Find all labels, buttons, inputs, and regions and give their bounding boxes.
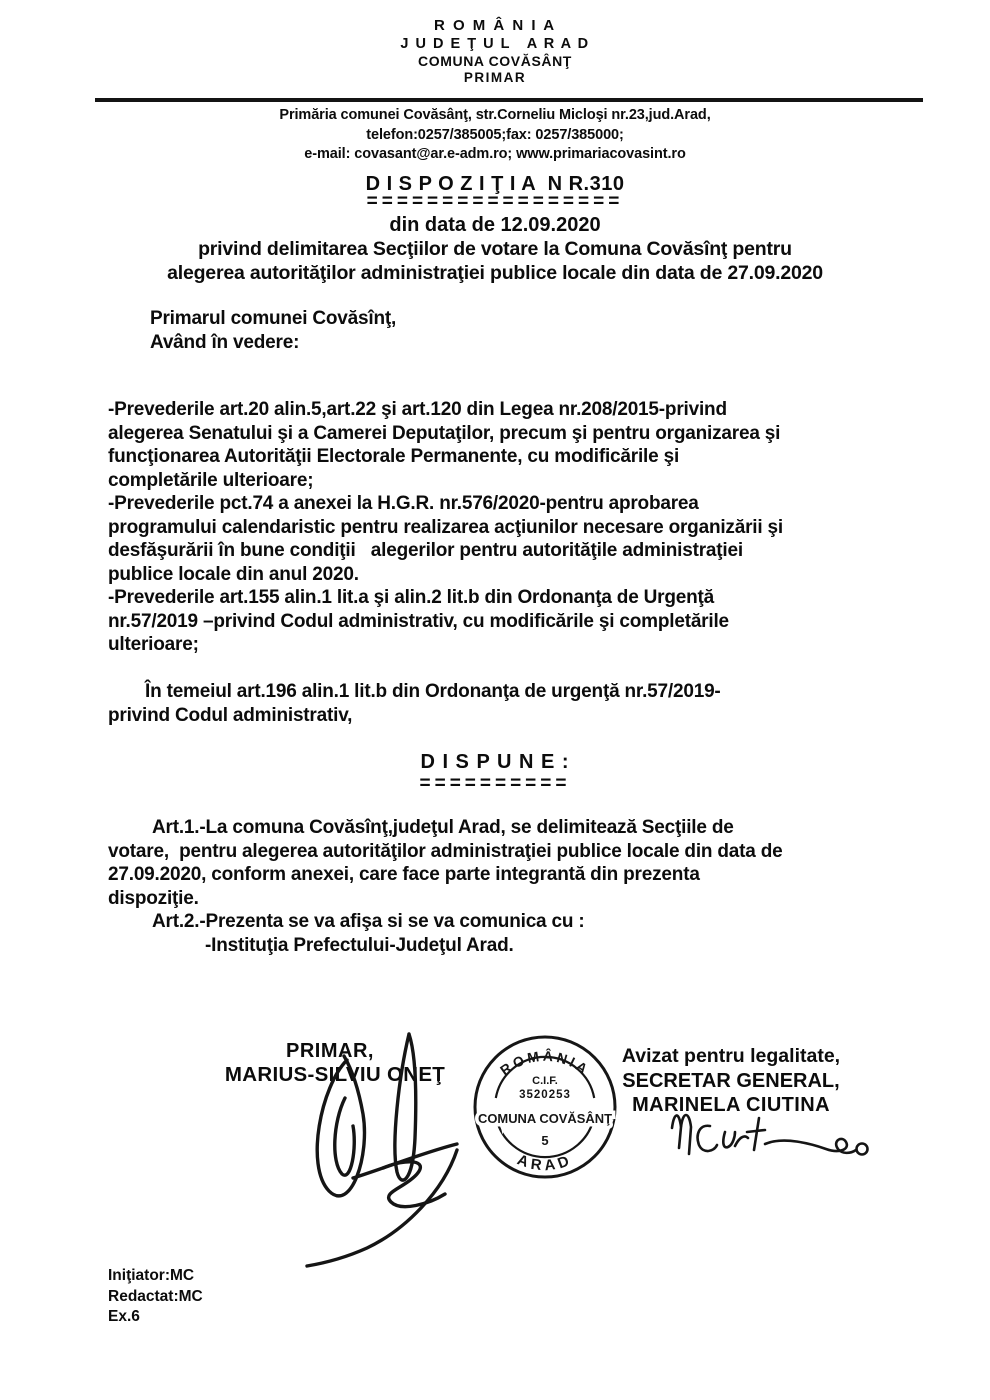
considerand-paragraph-1: [108, 398, 930, 492]
stamp-cif-number: 3520253: [519, 1089, 571, 1101]
dispune-heading: D I S P U N E :: [420, 751, 570, 773]
stamp-country-arc-text: ROMÂNIA: [497, 1047, 593, 1079]
footer-drafted-by: Redactat:MC: [108, 1287, 203, 1305]
text-line: funcţionarea Autorităţii Electorale Permanente, cu modificările şi: [108, 446, 680, 467]
text-line: programului calendaristic pentru realizarea acţiunilor necesare organizării şi: [108, 516, 783, 538]
contact-email: e-mail: covasant@ar.e-adm.ro; www.primariacovasint.ro: [304, 146, 686, 162]
mayor-name: MARIUS-SILVIU ONEŢ: [224, 1063, 446, 1086]
article-2-recipient: -Instituţia Prefectului-Judeţul Arad.: [205, 934, 514, 956]
letterhead-office: PRIMAR: [463, 70, 527, 85]
legality-approval-text: Avizat pentru legalitate,: [621, 1045, 841, 1067]
mayor-title: PRIMAR,: [286, 1040, 374, 1062]
text-line: -Prevederile pct.74 a anexei la H.G.R. nr.576/2020-pentru aprobarea: [108, 493, 699, 514]
letterhead-commune: COMUNA COVĂSÂNŢ: [418, 53, 572, 69]
text-line: -Prevederile art.155 alin.1 lit.a şi alin.2 lit.b din Ordonanţa de Urgenţă: [108, 587, 715, 608]
footer-block: [108, 1266, 203, 1328]
text-line: desfăşurării în bune condiţii alegerilor pentru autorităţile administraţiei: [108, 540, 743, 561]
stamp-organization-name: COMUNA COVĂSÂNŢ: [478, 1111, 613, 1126]
letterhead-county: J U D E Ţ U L A R A D: [400, 36, 590, 52]
header-divider-line: [95, 98, 923, 102]
article-2-line: Art.2.-Prezenta se va afişa si se va comunica cu :: [152, 911, 585, 932]
document-title-block: [0, 172, 990, 285]
mayor-handwritten-signature: [287, 1026, 482, 1276]
dispune-underline: ==========: [419, 773, 571, 794]
contact-address: Primăria comunei Covăsânţ, str.Corneliu Micloşi nr.23,jud.Arad,: [279, 107, 711, 123]
secretary-handwritten-signature: [662, 1102, 877, 1172]
title-underline: =================: [366, 191, 624, 212]
stamp-cif-label: C.I.F.: [532, 1075, 558, 1087]
disposition-subject-line2: alegerea autorităţilor administraţiei publice locale din data de 27.09.2020: [167, 262, 823, 284]
contact-phone: telefon:0257/385005;fax: 0257/385000;: [366, 126, 624, 143]
contact-block: [0, 106, 990, 165]
article-1-line: Art.1.-La comuna Covăsînţ,judeţul Arad, se delimitează Secţiile de: [152, 817, 734, 838]
intro-block: [150, 307, 396, 354]
articles-block: [108, 816, 930, 957]
article-1-line: votare, pentru alegerea autorităţilor administraţiei publice locale din data de: [108, 840, 783, 862]
footer-copies: Ex.6: [108, 1308, 140, 1325]
text-line: privind Codul administrativ,: [108, 704, 353, 726]
text-line: completările ulterioare;: [108, 469, 314, 491]
disposition-subject-line1: privind delimitarea Secţiilor de votare la Comuna Covăsînţ pentru: [198, 238, 792, 260]
dispune-block: [0, 750, 990, 794]
legal-basis-paragraph: [108, 680, 930, 727]
secretary-name: MARINELA CIUTINA: [632, 1094, 830, 1116]
footer-initiator: Iniţiator:MC: [108, 1267, 195, 1284]
secretary-title: SECRETAR GENERAL,: [622, 1070, 840, 1092]
text-line: publice locale din anul 2020.: [108, 563, 359, 585]
stamp-county-arc-text: ARAD: [514, 1151, 576, 1175]
considerand-paragraph-2: [108, 492, 930, 586]
letterhead: [0, 16, 990, 86]
disposition-number: D I S P O Z I Ţ I A N R.310: [365, 173, 625, 195]
round-stamp: [471, 1033, 619, 1181]
text-line: ulterioare;: [108, 634, 199, 655]
article-1-line: dispoziţie.: [108, 887, 199, 909]
disposition-date: din data de 12.09.2020: [389, 214, 601, 236]
text-line: alegerea Senatului şi a Camerei Deputaţilor, precum şi pentru organizarea şi: [108, 422, 781, 444]
signature-stroke: [672, 1115, 868, 1155]
text-line: -Prevederile art.20 alin.5,art.22 şi art.120 din Legea nr.208/2015-privind: [108, 399, 727, 420]
text-line: nr.57/2019 –privind Codul administrativ, cu modificările şi completările: [108, 610, 729, 632]
intro-considering: Având în vedere:: [150, 331, 300, 353]
signature-stroke: [307, 1034, 457, 1266]
article-1-line: 27.09.2020, conform anexei, care face parte integrantă din prezenta: [108, 864, 700, 885]
letterhead-country: R O M Â N I A: [433, 17, 557, 34]
intro-issuer: Primarul comunei Covăsînţ,: [150, 308, 397, 329]
considerand-paragraph-3: [108, 586, 930, 657]
text-line: În temeiul art.196 alin.1 lit.b din Ordonanţa de urgenţă nr.57/2019-: [145, 681, 721, 702]
stamp-number: 5: [541, 1133, 549, 1148]
